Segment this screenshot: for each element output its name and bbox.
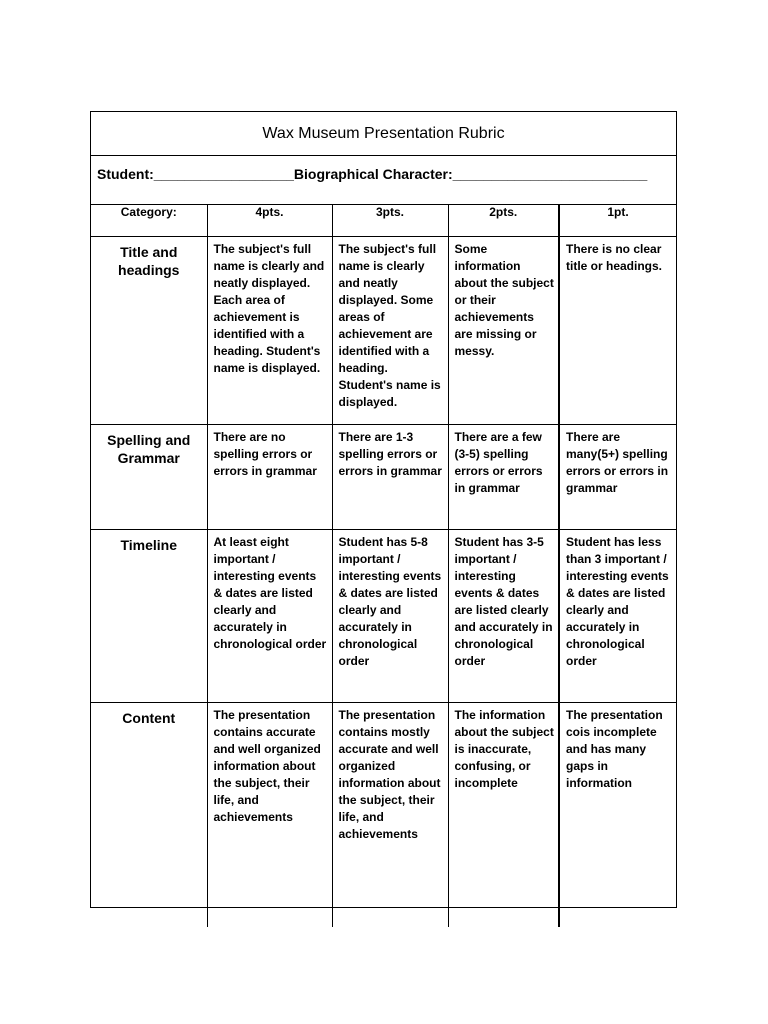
criteria-cell: The information about the subject is inaccurate, confusing, or incomplete xyxy=(448,703,559,928)
criteria-cell: The subject's full name is clearly and neatly displayed. Some areas of achievement are identified with a heading. Student's name is displayed. xyxy=(332,237,448,425)
table-row xyxy=(91,703,676,928)
criteria-cell: Student has 5-8 important / interesting events & dates are listed clearly and accurately in chronological order xyxy=(332,530,448,703)
table-row xyxy=(91,237,676,425)
criteria-cell: There are no spelling errors or errors in grammar xyxy=(207,425,332,530)
rubric-sheet xyxy=(90,111,677,908)
criteria-cell: Student has less than 3 important / interesting events & dates are listed clearly and accurately in chronological order xyxy=(559,530,676,703)
rubric-table xyxy=(91,205,676,927)
criteria-cell: The subject's full name is clearly and neatly displayed. Each area of achievement is identified with a heading. Student's name is displayed. xyxy=(207,237,332,425)
criteria-cell: There are a few (3-5) spelling errors or errors in grammar xyxy=(448,425,559,530)
header-4pts: 4pts. xyxy=(207,205,332,237)
table-row xyxy=(91,530,676,703)
criteria-cell: At least eight important / interesting events & dates are listed clearly and accurately in chronological order xyxy=(207,530,332,703)
header-3pts: 3pts. xyxy=(332,205,448,237)
table-row xyxy=(91,425,676,530)
header-2pts: 2pts. xyxy=(448,205,559,237)
rubric-title: Wax Museum Presentation Rubric xyxy=(91,112,676,156)
criteria-cell: Some information about the subject or their achievements are missing or messy. xyxy=(448,237,559,425)
criteria-cell: There are many(5+) spelling errors or errors in grammar xyxy=(559,425,676,530)
header-row xyxy=(91,205,676,237)
header-category: Category: xyxy=(91,205,207,237)
category-title-and-headings: Title and headings xyxy=(91,237,207,425)
criteria-cell: The presentation cois incomplete and has many gaps in information xyxy=(559,703,676,928)
category-timeline: Timeline xyxy=(91,530,207,703)
category-spelling-and-grammar: Spelling and Grammar xyxy=(91,425,207,530)
criteria-cell: The presentation contains mostly accurate and well organized information about the subject, their life, and achievements xyxy=(332,703,448,928)
criteria-cell: There is no clear title or headings. xyxy=(559,237,676,425)
header-1pt: 1pt. xyxy=(559,205,676,237)
category-content: Content xyxy=(91,703,207,928)
student-info-line: Student:__________________Biographical Character:_________________________ xyxy=(91,156,676,205)
criteria-cell: Student has 3-5 important / interesting events & dates are listed clearly and accurately in chronological order xyxy=(448,530,559,703)
criteria-cell: There are 1-3 spelling errors or errors in grammar xyxy=(332,425,448,530)
criteria-cell: The presentation contains accurate and well organized information about the subject, their life, and achievements xyxy=(207,703,332,928)
